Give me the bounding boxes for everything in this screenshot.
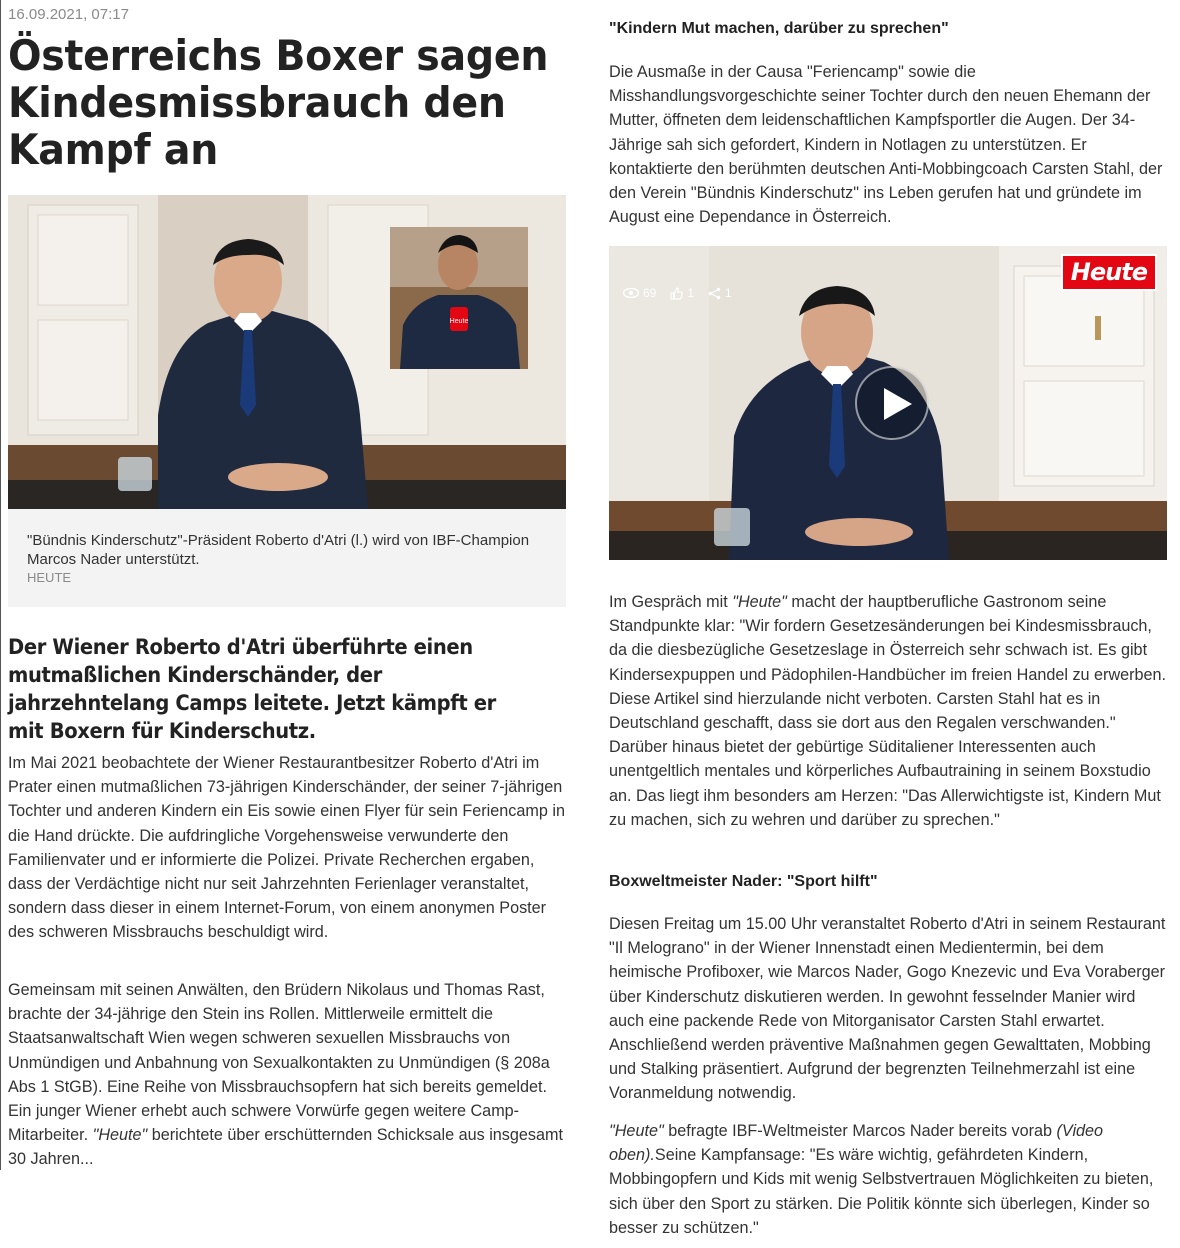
paragraph-4-text-b: macht der hauptberufliche Gastronom seine Standpunkte klar: "Wir fordern Gesetzesänderungen bei Kindesmissbrauch, da die diesbezügliche Gesetzeslage in Österreich sehr schwach ist. Es gibt Kindersexpuppen und Pädophilen-Handbücher im freien Handel zu erwerben. Diese Artikel sind hierzulande nicht verboten. Carsten Stahl hat es in Deutschland geschafft, dass sie dort aus den Regalen verschwanden." Darüber hinaus bietet der gebürtige Süditaliener Interessenten auch unentgeltlich mentales und körperliches Aufbautraining in seinem Boxstudio an. Das liegt ihm besonders am Herzen: "Das Allerwichtigste ist, Kindern Mut zu machen, sich zu wehren und darüber zu sprechen." [609, 593, 1167, 829]
play-button[interactable] [855, 366, 929, 440]
shares-stat[interactable] [708, 286, 732, 300]
paragraph-5: Diesen Freitag um 15.00 Uhr veranstaltet Roberto d'Atri in seinem Restaurant "Il Melograno" in der Wiener Innenstadt einen Medientermin, bei dem heimische Profiboxer, wie Marcos Nader, Gogo Knezevic und Eva Voraberger über Kinderschutz diskutieren werden. In gewohnt fesselnder Manier wird auch eine packende Rede von Mitorganisator Carsten Stahl erwartet. Anschließend werden präventive Maßnahmen gegen Gewalttaten, Mobbing und Stalking präsentiert. Aufgrund der begrenzten Teilnehmerzahl ist eine Voranmeldung notwendig. [609, 915, 1166, 1103]
hero-caption: "Bündnis Kinderschutz"-Präsident Roberto d'Atri (l.) wird von IBF-Champion Marcos Nader unterstützt. [27, 532, 530, 568]
paragraph-6-text-a: befragte IBF-Weltmeister Marcos Nader bereits vorab [663, 1122, 1057, 1140]
paragraph-6-italic-a: "Heute" [609, 1122, 664, 1140]
subhead-1: "Kindern Mut machen, darüber zu sprechen" [609, 20, 949, 37]
views-count: 69 [643, 286, 657, 300]
paragraph-6-text-b: Seine Kampfansage: "Es wäre wichtig, gefährdeten Kindern, Mobbingopfern und Kids mit wenig Selbstvertrauen Möglichkeiten zu bieten, sich über den Sport zu stärken. Die Politik könnte sich überlegen, Kinder so besser zu schützen." [609, 1146, 1154, 1237]
heute-brand-logo: Heute [1061, 254, 1157, 291]
article-headline: Österreichs Boxer sagen Kindesmissbrauch den Kampf an [8, 31, 549, 174]
article-left-column [8, 6, 566, 1169]
shares-count: 1 [725, 286, 732, 300]
paragraph-2-text-b: berichtete über erschütternden Schicksale aus insgesamt 30 Jahren... [8, 1126, 563, 1169]
paragraph-4-text-a: Im Gespräch mit [609, 593, 733, 611]
paragraph-6 [609, 1119, 1167, 1240]
share-icon [708, 287, 721, 300]
video-player[interactable] [609, 246, 1167, 560]
views-stat [623, 286, 656, 300]
subhead-2: Boxweltmeister Nader: "Sport hilft" [609, 873, 878, 890]
hero-caption-box [8, 509, 566, 607]
paragraph-2 [8, 978, 566, 1172]
page-left-border [0, 0, 1, 1170]
paragraph-6-italic-b: (Video oben). [609, 1122, 1104, 1165]
eye-icon [623, 288, 639, 298]
video-stats [623, 286, 732, 300]
article-lead: Der Wiener Roberto d'Atri überführte einen mutmaßlichen Kinderschänder, der jahrzehntelang Camps leitete. Jetzt kämpft er mit Boxern für Kinderschutz. [8, 635, 496, 743]
article-dateline: 16.09.2021, 07:17 [8, 6, 129, 23]
paragraph-4 [609, 590, 1169, 832]
paragraph-2-text-a: Gemeinsam mit seinen Anwälten, den Brüdern Nikolaus und Thomas Rast, brachte der 34-jährige den Stein ins Rollen. Mittlerweile ermittelt die Staatsanwaltschaft Wien wegen schweren sexuellen Missbrauchs von Unmündigen und Anbahnung von Sexualkontakten zu Unmündigen (§ 208a Abs 1 StGB). Eine Reihe von Missbrauchsopfern hat sich bereits gemeldet. Ein junger Wiener erhebt auch schwere Vorwürfe gegen weitere Camp-Mitarbeiter. [8, 981, 550, 1145]
thumbs-up-icon [670, 287, 683, 300]
hero-image[interactable] [8, 195, 566, 509]
paragraph-2-italic: "Heute" [92, 1126, 148, 1145]
hero-credit: HEUTE [27, 570, 72, 585]
paragraph-1: Im Mai 2021 beobachtete der Wiener Restaurantbesitzer Roberto d'Atri im Prater einen mutmaßlichen 73-jährigen Kinderschänder, der seiner 7-jährigen Tochter und anderen Kindern ein Eis sowie einen Flyer für sein Feriencamp in die Hand drückte. Die aufdringliche Vorgehensweise verwunderte den Familienvater und er informierte die Polizei. Private Recherchen ergaben, dass der Verdächtige nicht nur seit Jahrzehnten Ferienlager veranstaltet, sondern dass dieser in einem Internet-Forum, von einem anonymen Poster des schweren Missbrauchs beschuldigt wird. [8, 754, 565, 942]
inset-mic-label: Heute [449, 318, 469, 325]
likes-count: 1 [687, 286, 695, 300]
likes-stat[interactable] [670, 286, 694, 300]
paragraph-3: Die Ausmaße in der Causa "Feriencamp" sowie die Misshandlungsvorgeschichte seiner Tochter durch den neuen Ehemann der Mutter, öffneten dem leidenschaftlichen Kampfsportler die Augen. Der 34-Jährige sah sich gefordert, Kindern in Notlagen zu unterstützen. Er kontaktierte den berühmten deutschen Anti-Mobbingcoach Carsten Stahl, der den Verein "Bündnis Kinderschutz" ins Leben gerufen hat und gründete im August eine Dependance in Österreich. [609, 63, 1163, 227]
hero-photo-illustration [8, 195, 566, 509]
paragraph-4-italic: "Heute" [732, 593, 787, 611]
